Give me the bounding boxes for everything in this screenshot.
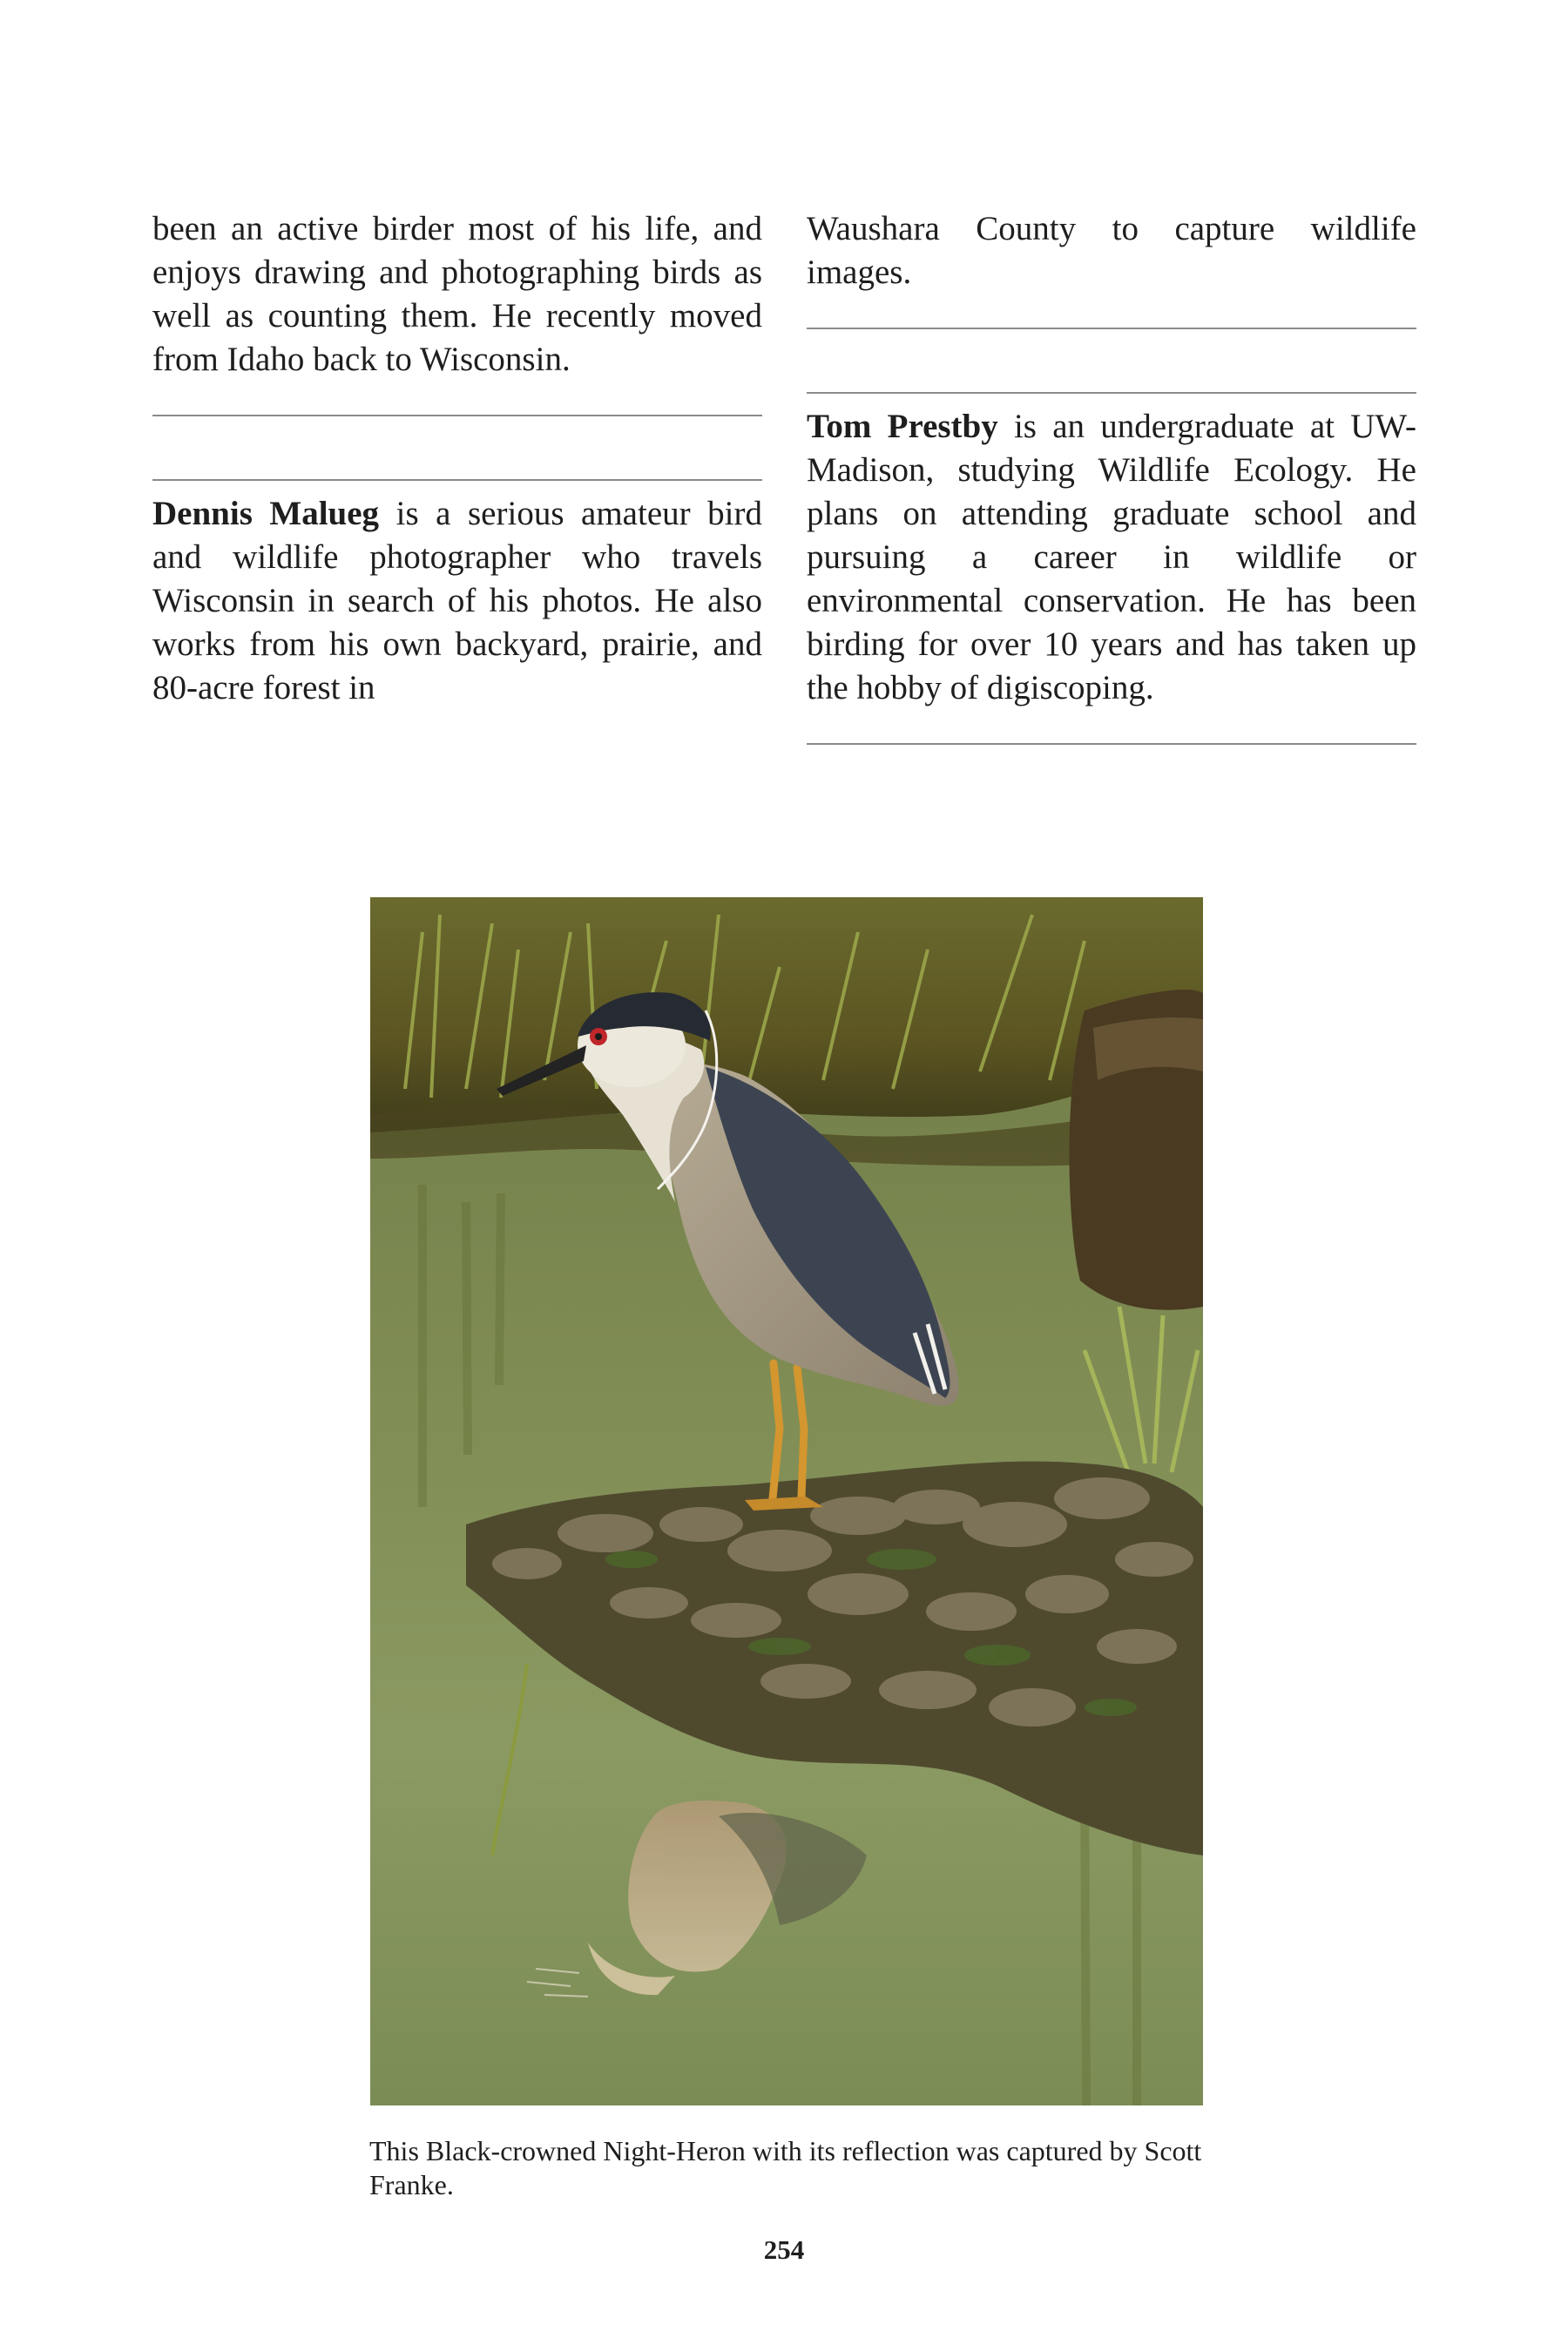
divider-rule <box>807 328 1416 329</box>
divider-rule <box>152 415 762 416</box>
contributor-bio-text: is an undergraduate at UW-Madison, studying Wildlife Ecology. He plans on attending graduate school and pursuing a career in wildlife or environmental conservation. He has been birding for over 10 years and has taken up the hobby of digiscoping. <box>807 408 1417 706</box>
page-number: 254 <box>763 2234 805 2265</box>
intro-paragraph: been an active birder most of his life, and enjoys drawing and photographing birds as well as counting them. He recently moved from Idaho back to Wisconsin. <box>152 210 762 378</box>
heron-photo <box>370 897 1203 2105</box>
photo-caption: This Black-crowned Night-Heron with its reflection was captured by Scott Franke. <box>369 2135 1202 2200</box>
contributor-bio <box>152 492 762 710</box>
contributor-name: Dennis Malueg <box>152 495 380 532</box>
continuation-paragraph: Waushara County to capture wildlife images. <box>807 210 1416 291</box>
contributor-name: Tom Prestby <box>807 408 998 445</box>
left-column <box>152 207 762 710</box>
right-column <box>807 207 1416 745</box>
contributor-bio <box>807 405 1416 710</box>
contributor-bio-text: is a serious amateur bird and wildlife photographer who travels Wisconsin in search of his photos. He also works from his own backyard, prairie, and 80-acre forest in <box>152 495 762 706</box>
heron-photo-graphic <box>370 897 1203 2105</box>
divider-rule <box>152 479 762 481</box>
divider-rule <box>807 743 1416 745</box>
divider-rule <box>807 392 1416 394</box>
